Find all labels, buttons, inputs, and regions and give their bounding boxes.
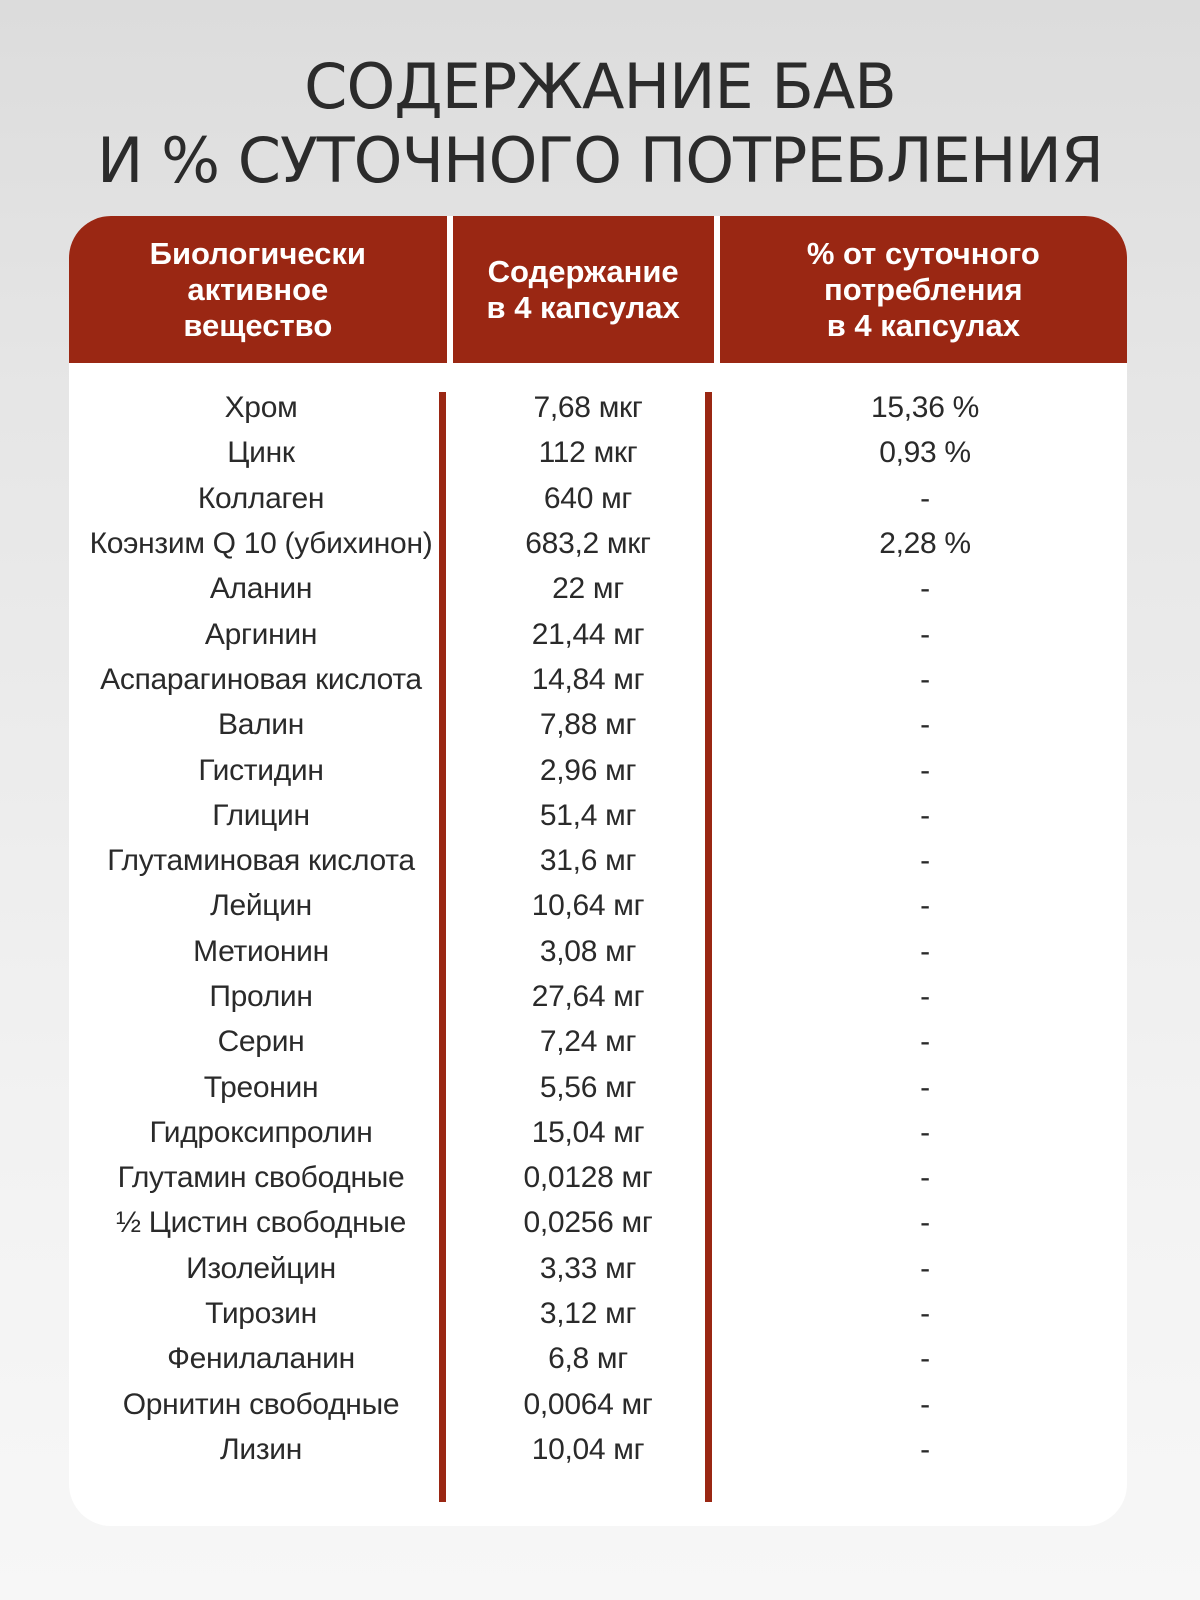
page-title [0,50,1200,198]
daily-percent: - [920,1297,930,1331]
substance-amount: 0,0256 мг [523,1206,653,1240]
substance-amount: 6,8 мг [548,1342,628,1376]
substance-amount: 10,64 мг [531,889,645,923]
substance-name: Тирозин [205,1297,317,1331]
header-percent-line: в 4 капсулах [826,307,1020,343]
substance-amount: 7,68 мкг [533,391,643,425]
substance-name: Хром [224,391,298,425]
substance-amount: 27,64 мг [531,980,645,1013]
substance-amount: 15,04 мг [531,1115,645,1149]
substance-amount: 51,4 мг [539,798,637,832]
table-row [69,974,1127,1019]
substance-amount: 683,2 мкг [525,527,651,561]
title-line-2: И % СУТОЧНОГО ПОТРЕБЛЕНИЯ [97,124,1103,197]
substance-name: Изолейцин [186,1251,336,1285]
daily-percent: - [920,1251,930,1285]
substance-amount: 3,08 мг [539,934,637,968]
table-row [69,1110,1127,1155]
daily-percent: 2,28 % [879,527,971,561]
daily-percent: - [920,662,930,696]
substance-name: Аланин [209,572,313,606]
table-row [69,1200,1127,1245]
table-row [69,793,1127,838]
daily-percent: - [920,980,930,1013]
table-body [69,385,1127,1472]
table-row [69,1019,1127,1064]
substance-amount: 3,33 мг [539,1251,637,1285]
daily-percent: - [920,1342,930,1376]
daily-percent: - [920,1025,930,1059]
table-row [69,1336,1127,1381]
header-substance-line: Биологически [149,235,366,271]
header-amount-line: Содержание [487,253,679,289]
daily-percent: 0,93 % [879,436,971,470]
substance-name: Аспарагиновая кислота [100,662,422,696]
substance-amount: 7,24 мг [539,1025,637,1059]
table-row [69,929,1127,974]
substance-amount: 22 мг [552,572,624,606]
substance-amount: 2,96 мг [539,753,637,787]
daily-percent: - [920,1387,930,1421]
daily-percent: 15,36 % [871,391,979,425]
substance-name: Глутамин свободные [117,1161,405,1195]
substance-name: Гистидин [198,753,324,787]
daily-percent: - [920,1432,930,1466]
daily-percent: - [920,572,930,606]
nutrient-table [69,216,1127,1526]
table-row [69,1155,1127,1200]
table-row [69,476,1127,521]
table-row [69,702,1127,747]
substance-name: Цинк [227,436,295,470]
substance-amount: 5,56 мг [539,1070,637,1104]
table-row [69,521,1127,566]
substance-name: Лейцин [210,889,312,923]
table-row [69,1246,1127,1291]
header-substance [69,216,447,363]
table-row [69,611,1127,656]
substance-name: Гидроксипролин [149,1115,373,1149]
daily-percent: - [920,934,930,968]
header-percent [720,216,1127,363]
substance-name: Лизин [219,1432,303,1466]
daily-percent: - [920,1115,930,1149]
table-row [69,1427,1127,1472]
daily-percent: - [920,753,930,787]
daily-percent: - [920,798,930,832]
table-row [69,566,1127,611]
table-header [69,216,1127,363]
daily-percent: - [920,617,930,651]
table-row [69,1291,1127,1336]
daily-percent: - [920,481,930,515]
substance-amount: 31,6 мг [539,844,637,878]
substance-name: ½ Цистин свободные [115,1206,407,1240]
substance-amount: 0,0064 мг [523,1387,653,1421]
daily-percent: - [920,1161,930,1195]
table-row [69,883,1127,928]
substance-amount: 14,84 мг [531,662,645,696]
daily-percent: - [920,1206,930,1240]
substance-name: Треонин [203,1070,319,1104]
table-row [69,747,1127,792]
substance-name: Глицин [212,798,310,832]
substance-name: Метионин [193,934,329,968]
substance-amount: 0,0128 мг [523,1161,653,1195]
table-row [69,430,1127,475]
daily-percent: - [920,844,930,878]
substance-name: Коллаген [197,481,325,515]
substance-name: Валин [217,708,305,742]
substance-name: Орнитин свободные [122,1387,400,1421]
title-line-1: СОДЕРЖАНИЕ БАВ [304,50,896,123]
substance-name: Фенилаланин [167,1342,355,1376]
table-row [69,385,1127,430]
table-row [69,1064,1127,1109]
substance-name: Коэнзим Q 10 (убихинон) [89,527,433,561]
table-row [69,1382,1127,1427]
substance-amount: 21,44 мг [531,617,645,651]
header-substance-line: активное [187,271,329,307]
substance-name: Аргинин [204,617,318,651]
substance-amount: 7,88 мг [539,708,637,742]
substance-name: Серин [217,1025,305,1059]
daily-percent: - [920,1070,930,1104]
header-amount-line: в 4 капсулах [486,289,680,325]
header-substance-line: вещество [183,307,333,343]
header-percent-line: потребления [824,271,1023,307]
substance-amount: 3,12 мг [539,1297,637,1331]
header-amount [453,216,714,363]
substance-name: Пролин [209,980,313,1013]
substance-amount: 112 мкг [538,436,638,470]
substance-amount: 10,04 мг [531,1432,645,1466]
header-percent-line: % от суточного [806,235,1040,271]
daily-percent: - [920,708,930,742]
substance-name: Глутаминовая кислота [107,844,415,878]
daily-percent: - [920,889,930,923]
table-row [69,657,1127,702]
table-row [69,838,1127,883]
substance-amount: 640 мг [543,481,633,515]
